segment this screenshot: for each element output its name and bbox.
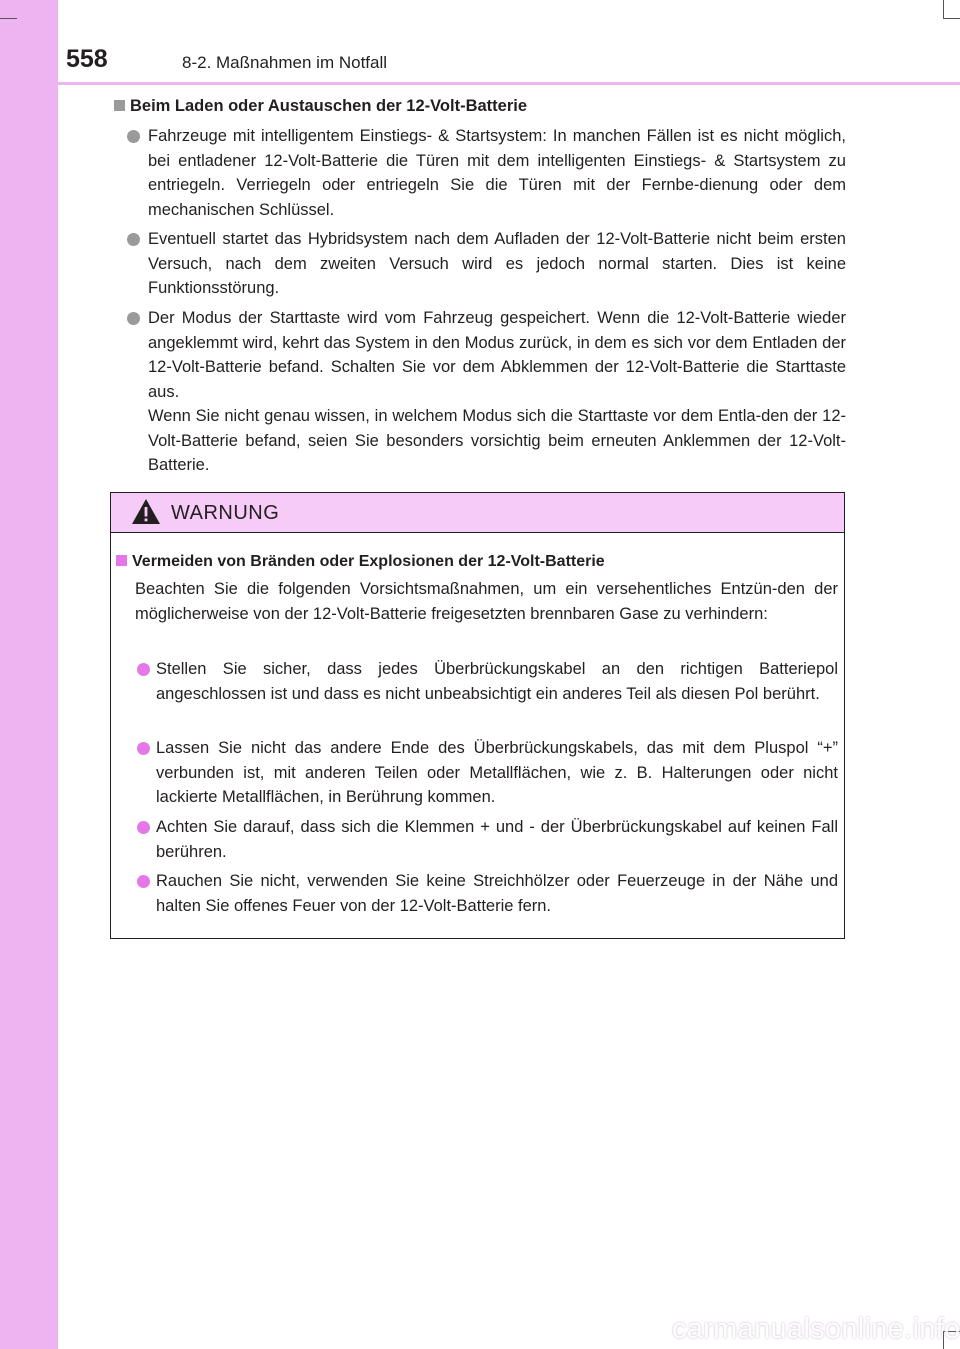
section-heading [114,94,527,118]
warning-heading-text: Vermeiden von Bränden oder Explosionen der 12-Volt-Batterie [132,553,605,570]
warning-label: WARNUNG [171,502,280,524]
crop-mark [943,18,960,19]
bullet-dot-icon [137,875,150,888]
warning-list-item: Stellen Sie sicher, dass jedes Überbrückungskabel an den richtigen Batteriepol angeschlossen ist und dass es nicht unbeabsichtigt ein anderes Teil als diesen Pol berührt. [156,660,838,703]
bullet-dot-icon [137,663,150,676]
header-rule [58,82,960,85]
watermark: carmanualsonline.info [672,1313,960,1345]
bullet-dot-icon [137,821,150,834]
page-number: 558 [66,45,108,73]
list-item: Der Modus der Starttaste wird vom Fahrzeug gespeichert. Wenn die 12-Volt-Batterie wieder angeklemmt wird, kehrt das System in den Modus zurück, in dem es sich vor dem Entladen der 12-Volt-Batterie befand. Schalten Sie vor dem Abklemmen der 12-Volt-Batterie die Starttaste aus. [148,309,846,401]
list-item-continuation: Wenn Sie nicht genau wissen, in welchem Modus sich die Starttaste vor dem Entla-den der 12-Volt-Batterie befand, seien Sie besonders vorsichtig beim erneuten Anklemmen der 12-Volt-Batterie. [148,407,846,474]
warning-box [110,492,845,939]
warning-list-item: Achten Sie darauf, dass sich die Klemmen + und - der Überbrückungskabel auf keinen Fall berühren. [156,818,838,861]
list-item: Eventuell startet das Hybridsystem nach dem Aufladen der 12-Volt-Batterie nicht beim ersten Versuch, nach dem zweiten Versuch wird es jedoch normal starten. Dies ist keine Funktionsstörung. [148,230,846,297]
square-bullet-icon [116,555,127,566]
left-margin-band [0,0,58,1349]
section-heading-text: Beim Laden oder Austauschen der 12-Volt-Batterie [130,97,528,115]
warning-intro: Beachten Sie die folgenden Vorsichtsmaßnahmen, um ein versehentliches Entzün-den der möglicherweise von der 12-Volt-Batterie freigesetzten brennbaren Gase zu verhindern: [135,580,838,623]
warning-list-item: Lassen Sie nicht das andere Ende des Überbrückungskabels, das mit dem Pluspol “+” verbunden ist, mit anderen Teilen oder Metallflächen, wie z. B. Halterungen oder nicht lackierte Metallflächen, in Berührung kommen. [156,739,838,806]
section-title: 8-2. Maßnahmen im Notfall [182,53,388,72]
crop-mark [0,18,17,19]
crop-mark [943,0,944,18]
bullet-dot-icon [127,130,140,143]
bullet-dot-icon [137,742,150,755]
list-item: Fahrzeuge mit intelligentem Einstiegs- & Startsystem: In manchen Fällen ist es nicht möglich, bei entladener 12-Volt-Batterie die Türen mit dem intelligenten Einstiegs- & Startsystem zu entriegeln. Verriegeln oder entriegeln Sie die Türen mit der Fernbe-dienung oder dem mechanischen Schlüssel. [148,127,846,219]
square-bullet-icon [114,100,125,111]
bullet-dot-icon [127,312,140,325]
bullet-dot-icon [127,233,140,246]
warning-list-item: Rauchen Sie nicht, verwenden Sie keine Streichhölzer oder Feuerzeuge in der Nähe und halten Sie offenes Feuer von der 12-Volt-Batterie fern. [156,872,838,915]
warning-heading [116,550,605,574]
warning-header [111,493,844,533]
warning-triangle-icon [131,498,161,525]
